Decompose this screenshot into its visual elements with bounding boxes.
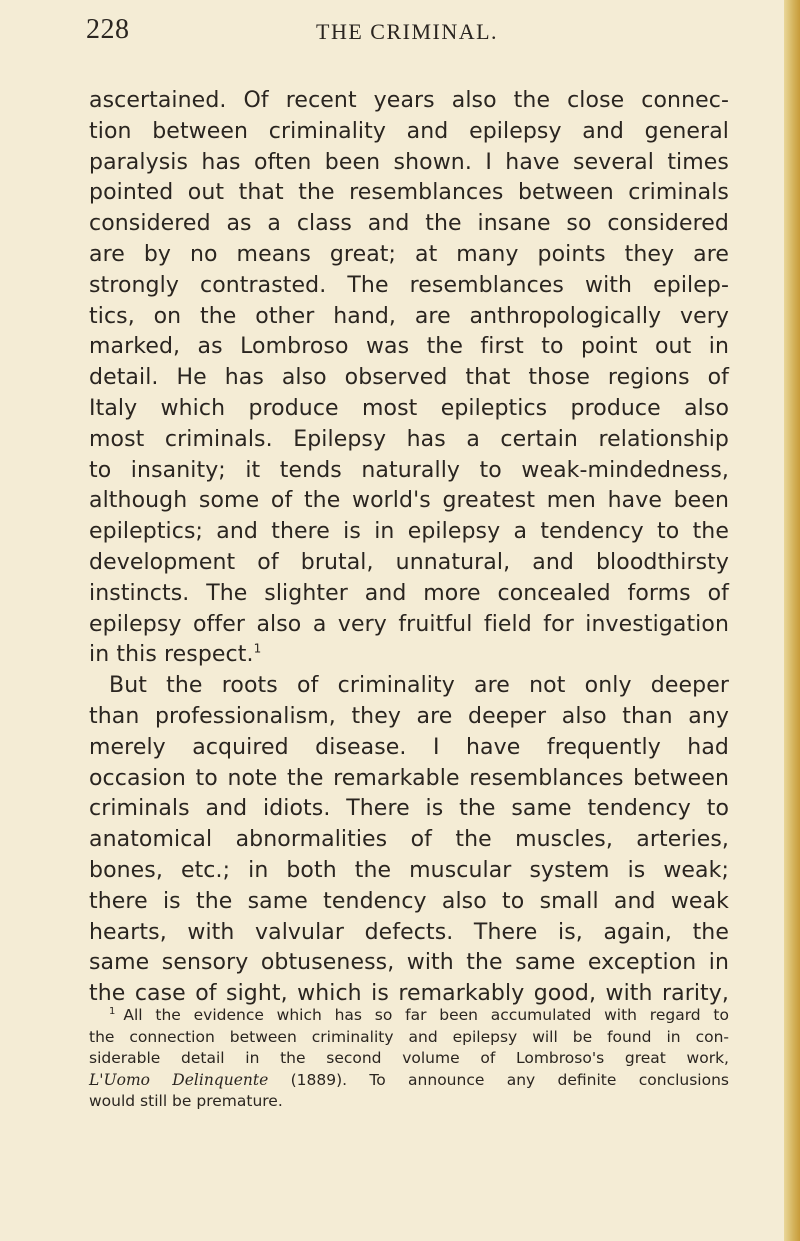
text-line: considered as a class and the insane so considered	[89, 211, 729, 237]
running-title: THE CRIMINAL.	[316, 19, 499, 44]
text-line: there is the same tendency also to small and weak	[89, 888, 729, 914]
text-line: instincts. The slighter and more concealed forms of	[89, 580, 729, 606]
text-line: anatomical abnormalities of the muscles, arteries,	[89, 827, 729, 853]
text-line: criminals and idiots. There is the same tendency to	[89, 796, 729, 822]
footnote-text: All the evidence which has so far been accumulated with regard to	[123, 1006, 729, 1024]
text-line: tics, on the other hand, are anthropologically very	[89, 303, 729, 329]
text-line: same sensory obtuseness, with the same exception in	[89, 950, 729, 976]
text-line: Italy which produce most epileptics produce also	[89, 395, 729, 421]
page-edge	[784, 0, 800, 1241]
text-line: tion between criminality and epilepsy and general	[89, 118, 729, 144]
footnote-reference: 1	[253, 642, 262, 657]
footnote	[89, 1005, 729, 1113]
text-line: bones, etc.; in both the muscular system is weak;	[89, 857, 729, 883]
text-line: hearts, with valvular defects. There is, again, the	[89, 919, 729, 945]
page-header	[86, 14, 706, 58]
footnote-number: 1	[109, 1005, 116, 1017]
body-text	[89, 86, 729, 1010]
text-line: paralysis has often been shown. I have several times	[89, 149, 729, 175]
text-line: ascertained. Of recent years also the close connec-	[89, 88, 729, 113]
cited-work-title: L'Uomo Delinquente	[89, 1070, 269, 1089]
footnote-line: siderable detail in the second volume of Lombroso's great work,	[89, 1049, 729, 1068]
text-line: most criminals. Epilepsy has a certain relationship	[89, 426, 729, 452]
text-line: the case of sight, which is remarkably good, with rarity,	[89, 981, 729, 1007]
paragraph-end-line	[89, 640, 729, 671]
text-line: occasion to note the remarkable resemblances between	[89, 765, 729, 791]
text-line: are by no means great; at many points they are	[89, 241, 729, 267]
text-line: epilepsy offer also a very fruitful field for investigation	[89, 611, 729, 637]
text-line: detail. He has also observed that those regions of	[89, 365, 729, 391]
text-line: than professionalism, they are deeper also than any	[89, 703, 729, 729]
footnote-text: (1889). To announce any definite conclusions	[268, 1070, 729, 1089]
footnote-line: would still be premature.	[89, 1092, 283, 1111]
footnote-line	[89, 1005, 729, 1027]
text-line: to insanity; it tends naturally to weak-mindedness,	[89, 457, 729, 483]
text-line: pointed out that the resemblances between criminals	[89, 180, 729, 206]
text-line: merely acquired disease. I have frequently had	[89, 734, 729, 760]
footnote-line	[89, 1070, 729, 1092]
text-line: strongly contrasted. The resemblances with epilep-	[89, 272, 729, 298]
text-line: marked, as Lombroso was the first to point out in	[89, 334, 729, 360]
footnote-line: the connection between criminality and epilepsy will be found in con-	[89, 1027, 729, 1046]
text-line: development of brutal, unnatural, and bloodthirsty	[89, 549, 729, 575]
text-line: although some of the world's greatest men have been	[89, 488, 729, 514]
page-number: 228	[86, 14, 130, 45]
text-line: in this respect.	[89, 642, 254, 668]
text-line: epileptics; and there is in epilepsy a tendency to the	[89, 519, 729, 545]
text-line: But the roots of criminality are not only deeper	[109, 673, 729, 699]
